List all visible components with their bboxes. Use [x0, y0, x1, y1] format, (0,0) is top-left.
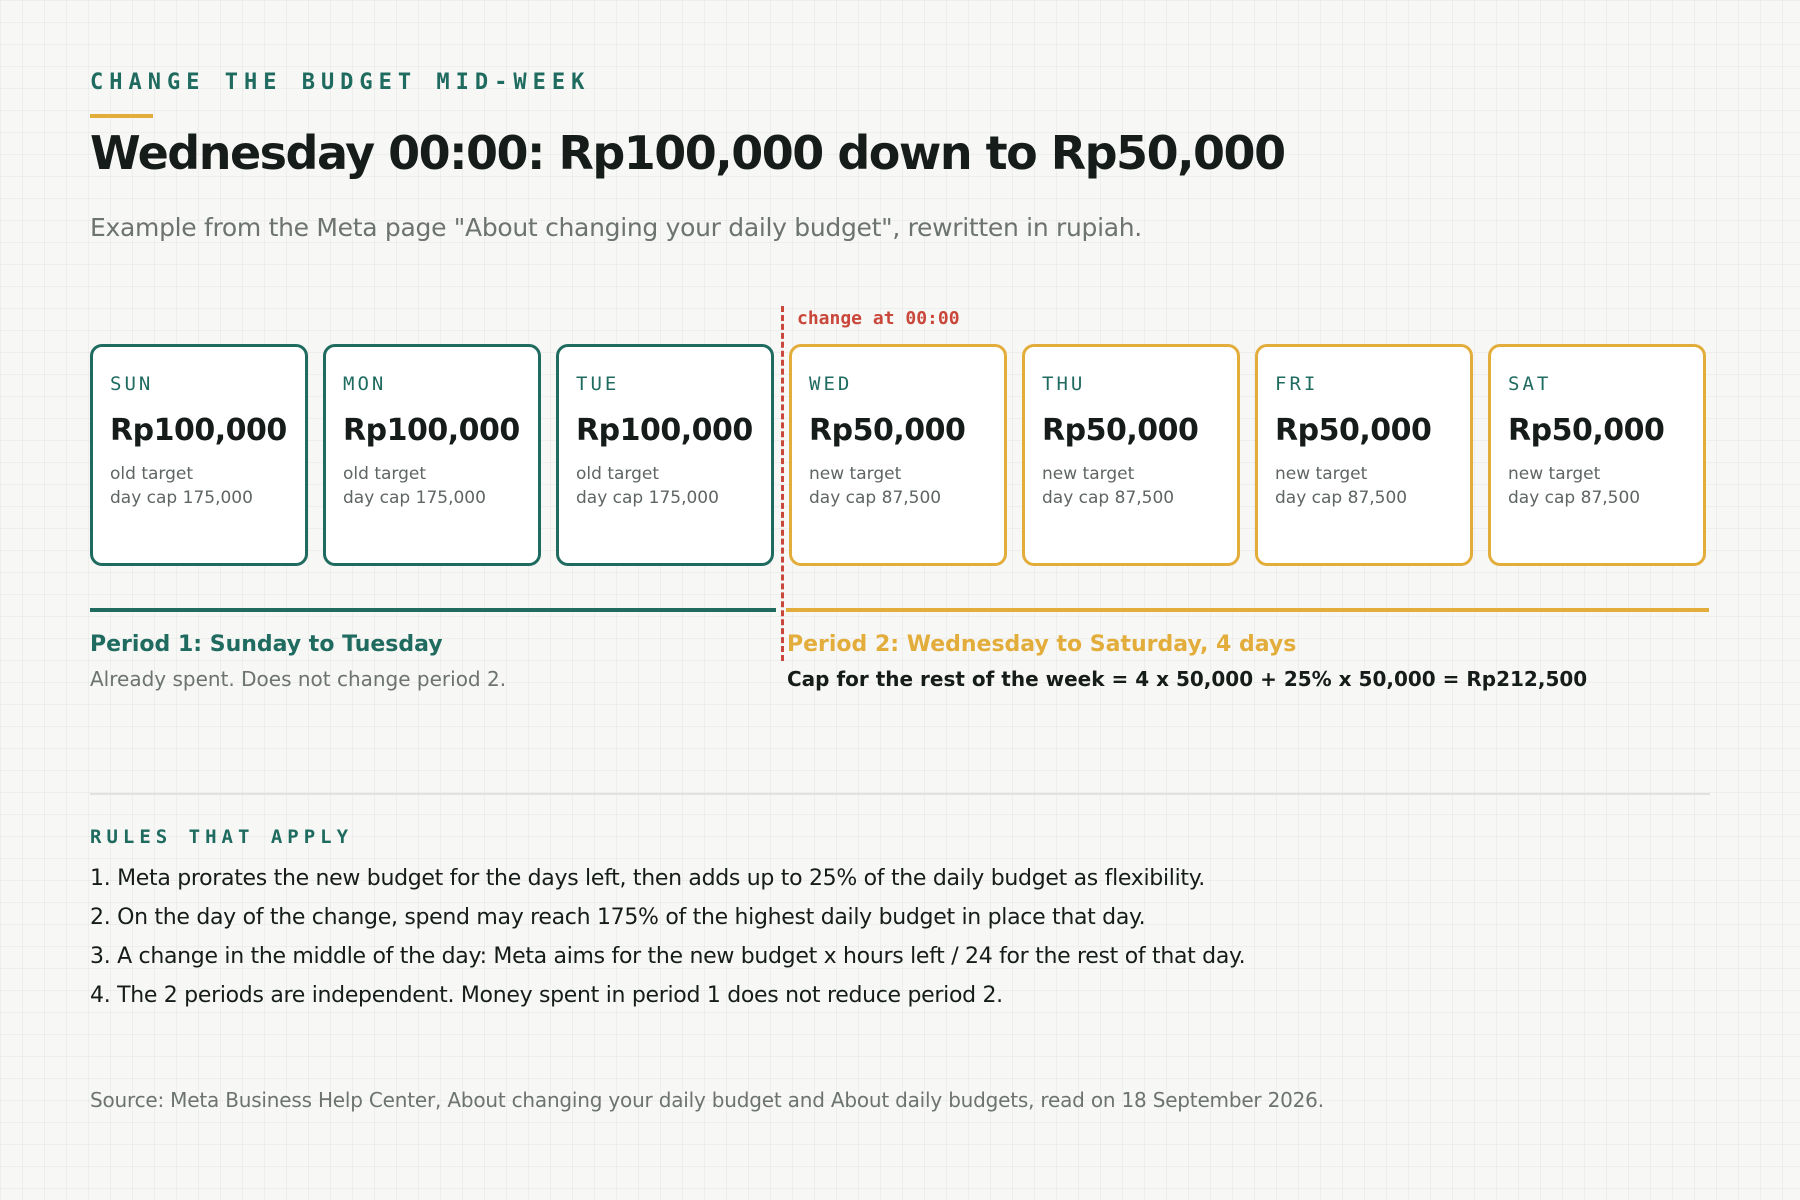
day-label: SAT — [1508, 373, 1552, 395]
change-marker-label: change at 00:00 — [797, 308, 960, 329]
day-budget-amount: Rp50,000 — [1042, 413, 1199, 448]
day-note — [1042, 462, 1237, 510]
rule-item: 2. On the day of the change, spend may reach 175% of the highest daily budget in place that day. — [90, 905, 1146, 930]
day-label: FRI — [1275, 373, 1319, 395]
day-budget-amount: Rp50,000 — [1508, 413, 1665, 448]
day-budget-amount: Rp100,000 — [110, 413, 287, 448]
rules-heading: RULES THAT APPLY — [90, 826, 354, 848]
day-label: TUE — [576, 373, 620, 395]
day-note — [343, 462, 538, 510]
rules-list — [90, 864, 1245, 1020]
rule-item: 3. A change in the middle of the day: Meta aims for the new budget x hours left / 24 for the rest of that day. — [90, 944, 1246, 969]
period-1-description: Already spent. Does not change period 2. — [90, 667, 507, 691]
day-cap-label: day cap 87,500 — [1042, 488, 1175, 508]
day-cap-label: day cap 87,500 — [809, 488, 942, 508]
day-note — [576, 462, 771, 510]
period-2-title: Period 2: Wednesday to Saturday, 4 days — [787, 632, 1297, 657]
day-budget-amount: Rp100,000 — [576, 413, 753, 448]
day-note — [110, 462, 305, 510]
day-label: SUN — [110, 373, 154, 395]
eyebrow-label: CHANGE THE BUDGET MID-WEEK — [90, 70, 591, 95]
day-cap-label: day cap 87,500 — [1275, 488, 1408, 508]
source-note: Source: Meta Business Help Center, About changing your daily budget and About daily budgets, read on 18 September 2026. — [90, 1088, 1324, 1112]
day-note — [1508, 462, 1703, 510]
day-card-sat — [1488, 344, 1706, 566]
day-card-sun — [90, 344, 308, 566]
day-target-label: old target — [110, 464, 194, 484]
day-cap-label: day cap 175,000 — [343, 488, 486, 508]
day-target-label: old target — [576, 464, 660, 484]
rule-item: 4. The 2 periods are independent. Money spent in period 1 does not reduce period 2. — [90, 983, 1003, 1008]
day-card-tue — [556, 344, 774, 566]
day-card-fri — [1255, 344, 1473, 566]
day-target-label: new target — [1508, 464, 1601, 484]
day-cap-label: day cap 87,500 — [1508, 488, 1641, 508]
eyebrow-underline — [90, 114, 153, 118]
day-target-label: new target — [1042, 464, 1135, 484]
change-marker-line — [781, 306, 784, 661]
day-target-label: old target — [343, 464, 427, 484]
page-title: Wednesday 00:00: Rp100,000 down to Rp50,000 — [90, 126, 1285, 180]
rule-item: 1. Meta prorates the new budget for the days left, then adds up to 25% of the daily budget as flexibility. — [90, 866, 1205, 891]
day-budget-amount: Rp100,000 — [343, 413, 520, 448]
day-budget-amount: Rp50,000 — [809, 413, 966, 448]
day-label: THU — [1042, 373, 1086, 395]
day-card-mon — [323, 344, 541, 566]
day-label: MON — [343, 373, 387, 395]
period-2-bar — [786, 608, 1709, 612]
day-note — [1275, 462, 1470, 510]
page-subtitle: Example from the Meta page "About changing your daily budget", rewritten in rupiah. — [90, 213, 1142, 242]
day-card-wed — [789, 344, 1007, 566]
day-cap-label: day cap 175,000 — [576, 488, 719, 508]
day-card-thu — [1022, 344, 1240, 566]
day-label: WED — [809, 373, 853, 395]
day-note — [809, 462, 1004, 510]
day-target-label: new target — [809, 464, 902, 484]
day-target-label: new target — [1275, 464, 1368, 484]
period-2-description: Cap for the rest of the week = 4 x 50,000 + 25% x 50,000 = Rp212,500 — [787, 667, 1588, 691]
section-divider — [90, 793, 1710, 795]
period-1-title: Period 1: Sunday to Tuesday — [90, 632, 443, 657]
day-cap-label: day cap 175,000 — [110, 488, 253, 508]
day-budget-amount: Rp50,000 — [1275, 413, 1432, 448]
period-1-bar — [90, 608, 776, 612]
